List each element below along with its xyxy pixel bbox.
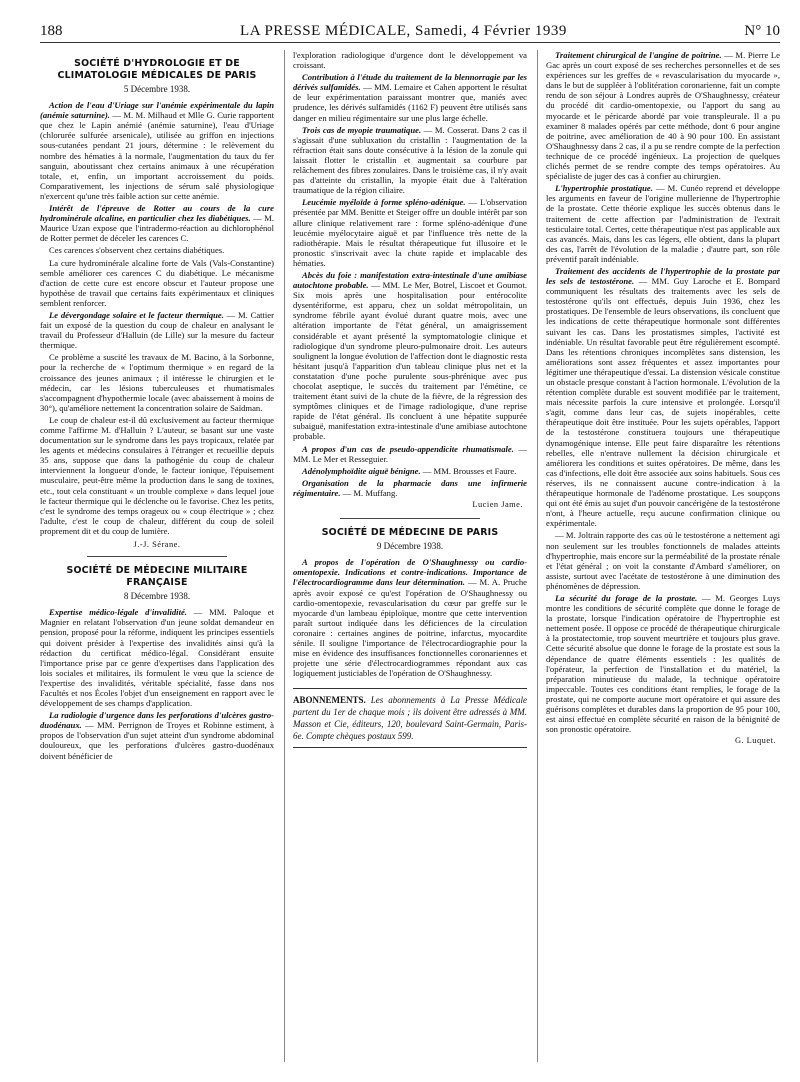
paragraph-body: — M. Cunéo reprend et développe les arguments en faveur de l'origine mullerienne de l'hypertrophie de la prostate. Cette théorie explique les succès obtenus dans le traitement de cette affection par l'administration de l'extrait testiculaire total. Certes, cette thérapeutique n'est pas applicable aux cas avancés. Mais, dans les cas légers, elle obtient, dans la plupart des cas, l'arrêt de l'évolution de la maladie ; d'autre part, son rôle préventif paraît indéniable. [546,183,780,264]
paragraph-body: — M. Maurice Uzan expose que l'intradermo-réaction au dichlorophénol de Rotter permet de déceler les carences C. [40,213,274,244]
paragraph-lead: Traitement des accidents de l'hypertrophie de la prostate par les sels de testostérone. [546,265,780,287]
paragraph [293,270,527,442]
paragraph: l'exploration radiologique d'urgence dont le développement va croissant. [293,50,527,71]
paragraph: Le coup de chaleur est-il dû exclusivement au facteur thermique comme l'affirme M. d'Halluin ? L'auteur, se basant sur une vaste documentation sur le syndrome dans les pays tropicaux, relatée par les agents et médecins consulaires à l'étranger et recueillie depuis 35 ans, suppose que dans la pathogénie du coup de chaleur interviennent la longueur d'onde, le facteur ionique, l'épuisement musculaire, peut-être même la production dans le sang de toxines, etc., tout cela constituant « un trouble complexe » dans lequel joue le facteur thermique qui le déclenche ou le favorise. Chez les petits, c'est le syndrome des temps orageux ou « coup électrique » ; chez l'adulte, c'est le coup de chaleur, différent du coup de soleil proprement dit et du coup de lumière. [40,414,274,536]
paragraph-lead: A propos de l'opération de O'Shaughnessy ou cardio-omentopexie. Indications et contre-indications. Importance de l'électrocardiogramme dans leur détermination. [293,557,527,588]
paragraph [40,100,274,201]
paragraph [40,710,274,760]
paragraph-lead: A propos d'un cas de pseudo-appendicite rhumatismale. [302,443,514,454]
divider [87,556,227,557]
journal-title: LA PRESSE MÉDICALE, Samedi, 4 Février 1939 [240,22,567,39]
paragraph-lead: Expertise médico-légale d'invalidité. [49,607,187,618]
page-header [40,20,780,43]
paragraph-body: — MM. Guy Laroche et E. Bompard communiquent les résultats des traitements avec les sels de testostérone qu'ils ont effectués, depuis Juin 1936, chez les prostatiques. De l'ensemble de leurs observations, ils concluent que les indications de cette thérapeutique hormonale sont différentes suivant les cas. Dans les prostatismes simples, l'activité est indéniable. Un résultat favorable peut être régulièrement escompté. Dans les rétentions chroniques incomplètes sans distension, les améliorations sont assez fréquentes et assez importantes pour légitimer une thérapeutique d'essai. La distension vésicale constitue un obstacle presque constant à l'action hormonale. L'évolution de la rétention complète durable est souvent modifiée par le traitement, mais nécessite parfois la cure intensive et prolongée. Lorsqu'il s'agit, comme dans leur cas, de sujets inopérables, cette thérapeutique doit être instituée. Pour les sujets opérables, l'apport de la testostérone constituera toujours une thérapeutique dynamogénique intense. Elle peut faire disparaître les rétentions rebelles, elle n'entrave nullement la décision chirurgicale et améliorera les conditions et suites opératoires. De même, dans les cas d'infections, elle doit être associée aux soins habituels. Sous ces réserves, ils ne connaissent aucune contre-indication à la thérapeutique hormonale de l'adénome prostatique. Les soupçons qui ont été émis au sujet d'un pouvoir cancérigène de la testostérone n'ont, à l'heure actuelle, reçu aucune confirmation clinique ou expérimentale. [546,276,780,529]
paragraph-lead: Leucémie myéloïde à forme spléno-adénique. [302,197,466,208]
paragraph: La cure hydrominérale alcaline forte de Vals (Vals-Constantine) semble améliorer ces carences C du diabétique. Le mécanisme d'action de cette cure est encore obscur et l'auteur propose une hypothèse de travail que certains faits expérimentaux et cliniques semblent renforcer. [40,257,274,308]
paragraph-lead: Contribution à l'étude du traitement de la blennorragie par les dérivés sulfamidés. [293,72,527,93]
paragraph [293,197,527,268]
paragraph-lead: Intérêt de l'épreuve de Rotter au cours de la cure hydrominérale alcaline, en particulier chez les diabétiques. [40,203,274,224]
paragraph [293,478,527,498]
paragraph-body: — MM. Brousses et Faure. [420,465,517,476]
paragraph: — M. Joltrain rapporte des cas où le testostérone a nettement agi non seulement sur les troubles fonctionnels de malades atteints d'hypertrophie, mais encore sur la perméabilité de la prostate rénale et l'état général ; on voit la constante d'Ambard s'améliorer, on assiste, surtout avec l'acétate de testostérone à une diminution des phénomènes de dépression. [546,530,780,591]
paragraph-body: — MM. Perrignon de Troyes et Robinne estiment, à propos de l'observation d'un sujet atteint d'un syndrome abdominal douloureux, que les perforations d'ulcères gastro-duodénaux doivent bénéficier de [40,720,274,761]
paragraph [40,310,274,350]
paragraph [293,125,527,196]
paragraph-body: — M. A. Pruche après avoir exposé ce qu'est l'opération de O'Shaughnessy ou cardio-omentopexie, revascularisation du cœur par greffe sur le myocarde d'un lambeau épiploïque, montre que cette intervention paraît surtout indiquée dans les déficiences de la circulation coronaire : certaines angines de poitrine, infarctus, myocardite sénile. Il souligne l'importance de l'électrocardiographie pour la mise en évidence des insuffisances fonctionnelles coronariennes et projette une série d'électrocardiogrammes répondant aux cas logiquement justiciables de l'opération de O'Shaughnessy. [293,577,527,679]
subscriptions-notice [293,688,527,748]
paragraph-body: — MM. Le Mer, Botrel, Liscoet et Goumot. Six mois après une hospitalisation pour entérocolite dysentériforme, est apparu, chez un soldat métropolitain, un syndrome fébrile ayant évolué durant quatre mois, avec une altération importante de l'état général, un amaigrissement considérable et ayant présenté la symptomatologie clinique et radiologique d'un syndrome pleuro-pulmonaire droit. Les auteurs soulignent la longue évolution de l'affection dont le diagnostic resta hésitant jusqu'à l'apparition d'un tableau clinique plus net et la constatation d'une poche purulente sous-phrénique avec pus chocolat aseptique, le succès du traitement par l'émétine, ce traitement étant suivi de la chute de la fièvre, de la régression des symptômes cliniques et de l'image radiologique, d'une reprise rapide de l'état général. Ils concluent à une hépatite suppurée subaiguë, manifestation extra-intestinale d'une amibiase autochtone probable. [293,280,527,442]
page-number: 188 [40,22,63,39]
paragraph-lead: Adénolymphoïdite aiguë bénigne. [302,465,421,476]
paragraph-body: — L'observation présentée par MM. Benitte et Steiger offre un double intérêt par son allure clinique relativement rare : forme spléno-adénique d'une leucémie myélocytaire aiguë et par l'influence très nette de la radiothérapie. Mais le résultat thérapeutique fut illusoire et le pronostic s'inscrivait avec la chute rapide et implacable des hématies. [293,197,527,268]
columns [40,50,780,1062]
signature: G. Luquet. [734,736,776,746]
paragraph-body: — M. Pierre Le Gac après un court exposé de ses recherches personnelles et de ses expériences sur les greffes de « revascularisation du myocarde », dans le but de suppléer à l'oblitération coronarienne, fait un compte rendu de son séjour à Londres auprès de O'Shaughnessy, créateur du procédé dit cardio-omentopexie, ou l'apport du sang au myocarde et le péricarde abordé par voie transpleurale. Il a pu examiner 8 malades opérés par cette méthode, dont 6 pour angine de poitrine, avec amélioration de 40 à 90 pour 100. En assistant O'Shaughnessy dans 2 cas, il a pu se rendre compte de la perfection technique de ce procédé ingénieux. La projection de quelques clichés permet de se rendre compte des temps opératoires. Au spécialiste de juger des cas à confier au chirurgien. [546,50,780,182]
paragraph [546,266,780,528]
paragraph [546,50,780,181]
signature: J.-J. Sérane. [133,540,181,550]
column-3 [537,50,780,1062]
paragraph [293,557,527,678]
paragraph-lead: Trois cas de myopie traumatique. [302,124,422,135]
paragraph [40,203,274,243]
paragraph: Ce problème a suscité les travaux de M. Bacino, à la Sorbonne, pour la recherche de « l'optimum thermique » en regard de la croissance des jeunes animaux ; il intéresse le chirurgien et le médecin, car les lésions tuberculeuses et rhumatismales s'accompagnent d'hypothermie locale (avec abaissement à moins de 30°), qu'améliore nettement la concentration solaire de Saïdman. [40,352,274,413]
paragraph-body: — M. M. Milhaud et Mlle G. Curie rapportent que chez le Lapin anémié (anémie saturnine), l'eau d'Uriage (chlorurée sulfurée arsenicale), utilisée au griffon en injections sous-cutanées pendant 21 jours, détermine : le relèvement du nombre des hématies à la normale, l'augmentation du taux du fer sanguin, aboutissant chez certains animaux à une récupération totale, et, enfin, un important accroissement du poids. Comparativement, les injections de sérum salé physiologique n'exercent qu'une très faible action sur cette anémie. [40,110,274,201]
paragraph-lead: Organisation de la pharmacie dans une infirmerie régimentaire. [293,477,527,498]
paragraph-body: — M. Cattier fait un exposé de la question du coup de chaleur en analysant le travail du Professeur d'Halluin (de Lille) sur la mesure du facteur thermique. [40,309,274,351]
section-date: 5 Décembre 1938. [123,84,191,94]
paragraph-body: — M. Georges Luys montre les conditions de sécurité complète que donne le forage de la prostate, lorsque l'indication opératoire de l'hypertrophie est nettement posée. Il oppose ce procédé de thérapeutique chirurgicale à la prostatectomie, trop souvent meurtrière et toujours plus grave. Cette sécurité absolue que donne le forage de la prostate est sous la dépendance de quatre éléments essentiels : les qualités de l'opérateur, la perfection de l'installation et du matériel, la préparation minutieuse du malade, la technique opératoire impeccable. Toutes ces conditions étant remplies, le forage de la prostate, qui ne comporte aucune mort opératoire et qui assure des guérisons complètes et durables dans la proportion de 95 pour 100, est ainsi effectué en complète sécurité en raison de la bénignité de son pronostic opératoire. [546,592,780,735]
paragraph [293,466,527,476]
section-title: SOCIÉTÉ D'HYDROLOGIE ET DE CLIMATOLOGIE MÉDICALES DE PARIS [57,58,257,81]
paragraph-body: — M. Cosserat. Dans 2 cas il s'agissait d'une subluxation du cristallin : l'augmentation de la réfraction était sans doute consécutive à la lésion de la zonule qui laissait flotter le cristallin et augmentait sa courbure par relâchement des fibres zonulaires. Dans le troisième cas, il n'y avait pas d'atteinte du cristallin, la myopie était due à l'altération traumatique de la région ciliaire. [293,124,527,196]
section-title: SOCIÉTÉ DE MÉDECINE DE PARIS [321,527,499,539]
paragraph: Ces carences s'observent chez certains diabétiques. [49,245,225,256]
signature: Lucien Jame. [472,500,523,510]
paragraph [293,444,527,464]
column-2 [284,50,527,1062]
paragraph-lead: Action de l'eau d'Uriage sur l'anémie expérimentale du lapin (anémie saturnine). [40,100,274,121]
paragraph-body: — M. Muffang. [340,487,398,498]
divider [340,518,480,519]
section-date: 8 Décembre 1938. [123,591,191,602]
section-title: SOCIÉTÉ DE MÉDECINE MILITAIRE FRANÇAISE [66,565,248,589]
paragraph-body: — MM. Paloque et Magnier en relatant l'observation d'un jeune soldat demandeur en pension, proposé pour la réforme, indiquent les principes essentiels qui doivent présider à l'expertise des invalidités ainsi qu'à la rédaction du certificat médico-légal. Considérant ensuite l'importance prise par ce genre d'expertises dans l'application des lois sociales et militaires, ils formulent le vœu que la science de l'expertise des invalidités, véritable spécialité, fasse dans nos Facultés et nos Écoles l'objet d'un enseignement en rapport avec le développement de ses champs d'application. [40,607,274,709]
paragraph-lead: L'hypertrophie prostatique. [555,183,653,194]
notice-body: Les abonnements à La Presse Médicale partent du 1er de chaque mois ; ils doivent être adressés à MM. Masson et Cie, éditeurs, 120, boulevard Saint-Germain, Paris-6e. Compte chèques postaux 599. [293,695,527,742]
paragraph-lead: La sécurité du forage de la prostate. [555,592,698,603]
paragraph [40,607,274,708]
paragraph-lead: Traitement chirurgical de l'angine de poitrine. [555,50,722,60]
paragraph-body: — MM. Lemaire et Cahen apportent le résultat de leur expérimentation paraissant montrer que, maniés avec prudence, les dérivés sulfamidés (1162 F) peuvent être utilisés sans danger en milieu régimentaire sur une plus large échelle. [293,82,527,123]
paragraph-lead: Le dévergondage solaire et le facteur thermique. [49,309,224,320]
column-1 [40,50,274,1062]
paragraph [546,183,780,264]
paragraph [546,593,780,734]
paragraph-lead: Abcès du foie : manifestation extra-intestinale d'une amibiase autochtone probable. [293,269,527,291]
paragraph-body: — MM. Le Mer et Resseguier. [293,443,527,464]
paragraph [293,72,527,122]
notice-lead: ABONNEMENTS. [293,695,366,706]
issue-number: N° 10 [744,22,780,39]
section-date: 9 Décembre 1938. [376,541,444,552]
paragraph-lead: La radiologie d'urgence dans les perforations d'ulcères gastro-duodénaux. [40,710,274,731]
